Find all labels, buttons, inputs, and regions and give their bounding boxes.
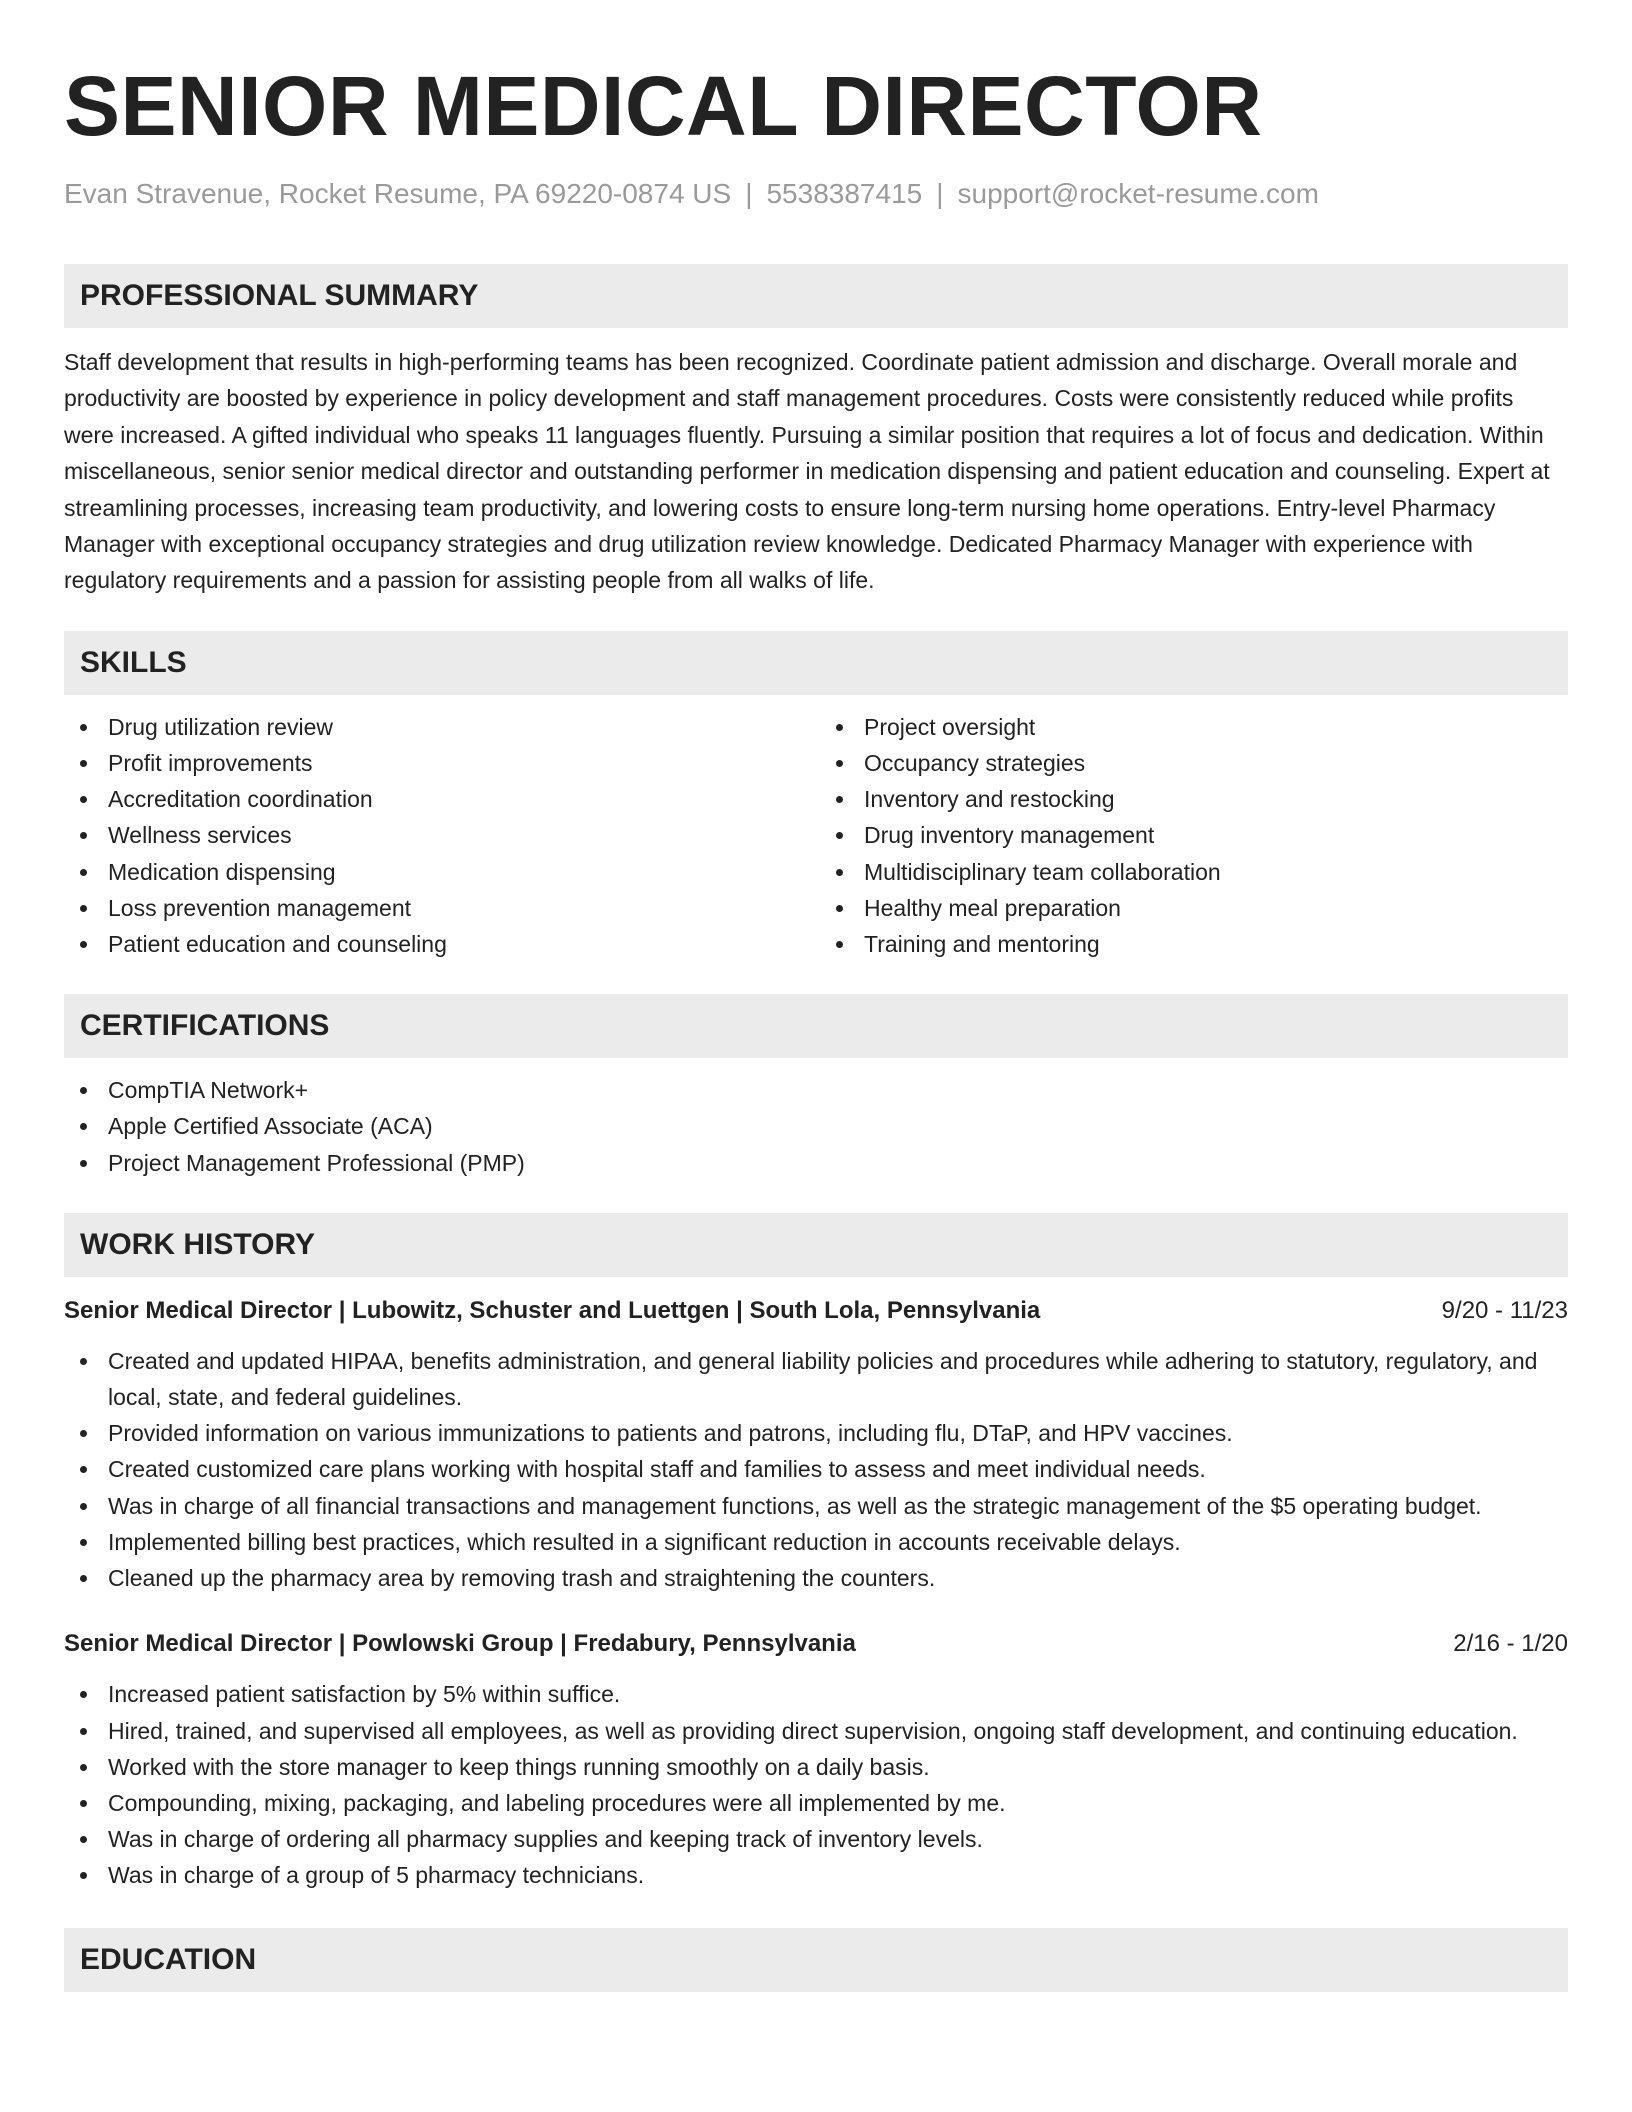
certifications-section	[64, 994, 1568, 1181]
work-history-section	[64, 1213, 1568, 1894]
skill-item: Accreditation coordination	[64, 781, 816, 817]
skill-item: Inventory and restocking	[820, 781, 1568, 817]
job-bullet: Compounding, mixing, packaging, and labeling procedures were all implemented by me.	[64, 1785, 1568, 1821]
resume-header	[64, 0, 1568, 212]
skill-item: Project oversight	[820, 709, 1568, 745]
skill-item: Loss prevention management	[64, 890, 816, 926]
job-bullet: Was in charge of ordering all pharmacy supplies and keeping track of inventory levels.	[64, 1821, 1568, 1857]
contact-line	[64, 176, 1568, 212]
skill-item: Profit improvements	[64, 745, 816, 781]
skill-item: Healthy meal preparation	[820, 890, 1568, 926]
certification-item: Apple Certified Associate (ACA)	[64, 1108, 1568, 1144]
skill-item: Training and mentoring	[820, 926, 1568, 962]
work-history-heading: WORK HISTORY	[64, 1213, 1568, 1277]
skills-list-right	[816, 709, 1568, 962]
skills-grid	[64, 709, 1568, 962]
contact-address: Evan Stravenue, Rocket Resume, PA 69220-0874 US	[64, 178, 732, 209]
skill-item: Drug utilization review	[64, 709, 816, 745]
job-bullet: Was in charge of a group of 5 pharmacy technicians.	[64, 1857, 1568, 1893]
skills-section	[64, 631, 1568, 962]
summary-section	[64, 264, 1568, 599]
job-dates: 2/16 - 1/20	[1453, 1630, 1568, 1658]
summary-heading: PROFESSIONAL SUMMARY	[64, 264, 1568, 328]
certification-item: CompTIA Network+	[64, 1072, 1568, 1108]
contact-separator: |	[936, 178, 944, 209]
skills-list-left	[64, 709, 816, 962]
certification-item: Project Management Professional (PMP)	[64, 1145, 1568, 1181]
job-header	[64, 1293, 1568, 1329]
job-bullet: Created and updated HIPAA, benefits administration, and general liability policies and procedures while adhering to statutory, regulatory, and local, state, and federal guidelines.	[64, 1343, 1568, 1415]
job-bullet: Hired, trained, and supervised all employees, as well as providing direct supervision, ongoing staff development, and continuing education.	[64, 1713, 1568, 1749]
job-bullet: Created customized care plans working with hospital staff and families to assess and meet individual needs.	[64, 1451, 1568, 1487]
certifications-list	[64, 1072, 1568, 1181]
resume-title: SENIOR MEDICAL DIRECTOR	[64, 59, 1263, 153]
job-entry	[64, 1293, 1568, 1596]
skill-item: Medication dispensing	[64, 854, 816, 890]
job-bullet: Provided information on various immunizations to patients and patrons, including flu, DTaP, and HPV vaccines.	[64, 1415, 1568, 1451]
job-bullet: Increased patient satisfaction by 5% within suffice.	[64, 1676, 1568, 1712]
job-bullet: Implemented billing best practices, which resulted in a significant reduction in accounts receivable delays.	[64, 1524, 1568, 1560]
job-entry	[64, 1626, 1568, 1893]
skill-item: Patient education and counseling	[64, 926, 816, 962]
job-bullets	[64, 1676, 1568, 1893]
contact-phone: 5538387415	[766, 178, 923, 209]
skills-heading: SKILLS	[64, 631, 1568, 695]
education-section	[64, 1928, 1568, 1992]
job-bullet: Was in charge of all financial transactions and management functions, as well as the strategic management of the $5 operating budget.	[64, 1488, 1568, 1524]
contact-separator: |	[745, 178, 753, 209]
job-title: Senior Medical Director | Powlowski Group | Fredabury, Pennsylvania	[64, 1630, 856, 1658]
skill-item: Occupancy strategies	[820, 745, 1568, 781]
job-dates: 9/20 - 11/23	[1441, 1296, 1568, 1324]
contact-email: support@rocket-resume.com	[957, 178, 1319, 209]
certifications-heading: CERTIFICATIONS	[64, 994, 1568, 1058]
job-bullet: Cleaned up the pharmacy area by removing trash and straightening the counters.	[64, 1560, 1568, 1596]
summary-text: Staff development that results in high-performing teams has been recognized. Coordinate patient admission and discharge. Overall morale and productivity are boosted by experience in policy development and staff management procedures. Costs were consistently reduced while profits were increased. A gifted individual who speaks 11 languages fluently. Pursuing a similar position that requires a lot of focus and dedication. Within miscellaneous, senior senior medical director and outstanding performer in medication dispensing and patient education and counseling. Expert at streamlining processes, increasing team productivity, and lowering costs to ensure long-term nursing home operations. Entry-level Pharmacy Manager with exceptional occupancy strategies and drug utilization review knowledge. Dedicated Pharmacy Manager with experience with regulatory requirements and a passion for assisting people from all walks of life.	[64, 349, 1550, 594]
job-bullet: Worked with the store manager to keep things running smoothly on a daily basis.	[64, 1749, 1568, 1785]
skill-item: Drug inventory management	[820, 817, 1568, 853]
skill-item: Multidisciplinary team collaboration	[820, 854, 1568, 890]
job-bullets	[64, 1343, 1568, 1596]
skill-item: Wellness services	[64, 817, 816, 853]
job-title: Senior Medical Director | Lubowitz, Schuster and Luettgen | South Lola, Pennsylvania	[64, 1296, 1041, 1324]
job-header	[64, 1626, 1568, 1662]
education-heading: EDUCATION	[64, 1928, 1568, 1992]
